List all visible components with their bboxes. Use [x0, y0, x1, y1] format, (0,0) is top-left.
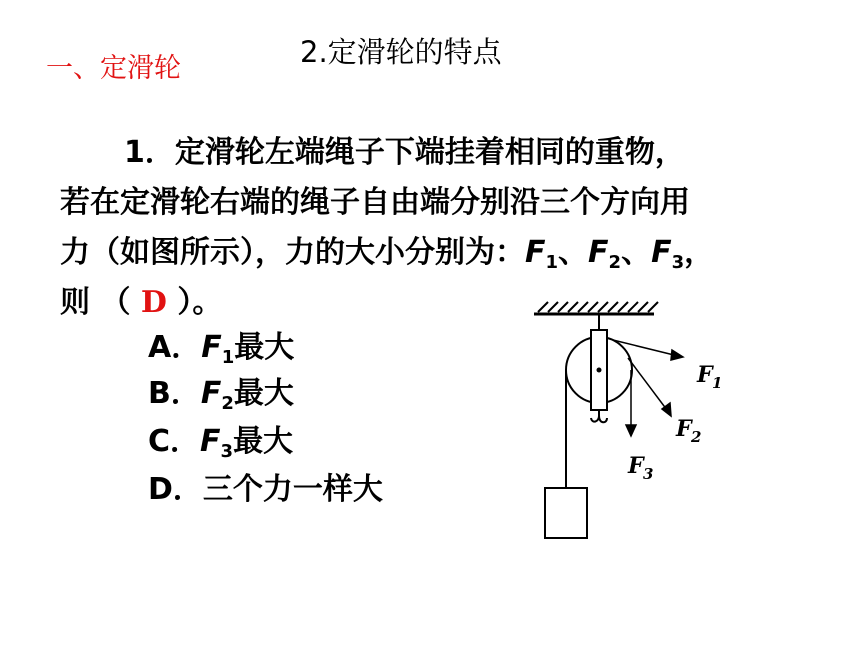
- option-sub: 3: [220, 441, 234, 462]
- section-heading: 一、定滑轮: [46, 53, 181, 84]
- separator: 、: [621, 235, 652, 270]
- answer: D: [140, 285, 167, 320]
- option-sub: 2: [221, 393, 234, 414]
- pulley-diagram: [520, 290, 760, 550]
- question-line-4-prefix: 则 （: [60, 285, 141, 320]
- force-f2-sub: 2: [608, 252, 622, 273]
- pulley-axle: [597, 368, 602, 373]
- rope-f2: [628, 358, 667, 410]
- label-f3: F: [628, 453, 644, 479]
- arrowhead-f3: [626, 425, 636, 436]
- arrowhead-f1: [671, 350, 683, 360]
- hook: [591, 410, 607, 422]
- option-letter: D．: [148, 472, 203, 507]
- option-force: F: [200, 376, 222, 411]
- label-f1-sub: 1: [712, 374, 723, 392]
- question-line-4-suffix: ）。: [166, 285, 223, 320]
- force-f3-sub: 3: [671, 252, 685, 273]
- force-f1: F: [525, 235, 546, 270]
- option-text: 最大: [234, 330, 295, 365]
- option-sub: 1: [221, 347, 235, 368]
- option-text: 最大: [233, 376, 294, 411]
- label-f1: F: [697, 362, 713, 388]
- question-line-3-prefix: 力（如图所示），力的大小分别为：: [60, 235, 525, 270]
- label-f2: F: [676, 416, 692, 442]
- option-force: F: [201, 330, 222, 365]
- force-f2: F: [588, 235, 609, 270]
- force-f1-sub: 1: [545, 252, 559, 273]
- option-text: 三个力一样大: [202, 472, 383, 507]
- weight-block: [545, 488, 587, 538]
- ceiling-support: [534, 302, 658, 314]
- option-d: [148, 466, 383, 514]
- option-force: F: [200, 424, 221, 459]
- option-text: 最大: [233, 424, 294, 459]
- force-f3: F: [651, 235, 672, 270]
- option-letter: B．: [148, 376, 201, 411]
- question-line-2: 若在定滑轮右端的绳子自由端分别沿三个方向用: [60, 185, 690, 220]
- label-f2-sub: 2: [691, 428, 702, 446]
- question-line-4: [60, 278, 222, 328]
- slide-title: 2.定滑轮的特点: [300, 35, 502, 69]
- option-letter: A．: [148, 330, 202, 365]
- question-line-3-suffix: ，: [684, 235, 715, 270]
- label-f3-sub: 3: [643, 465, 654, 483]
- question-line-1: 1．定滑轮左端绳子下端挂着相同的重物，: [124, 135, 685, 170]
- option-letter: C．: [148, 424, 201, 459]
- separator: 、: [558, 235, 589, 270]
